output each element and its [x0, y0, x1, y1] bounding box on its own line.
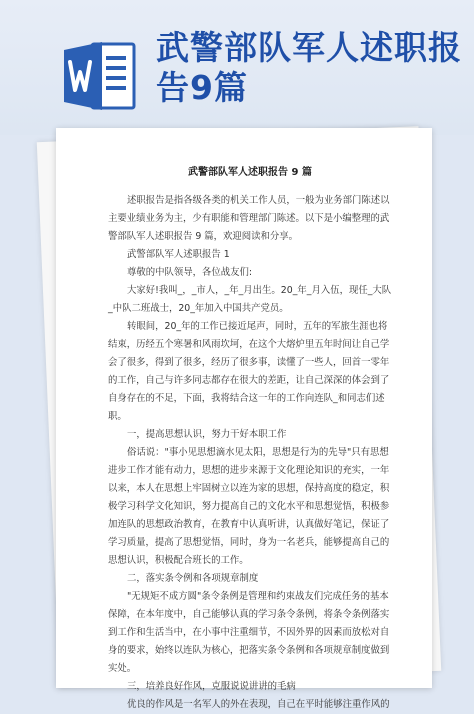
section-heading-3: 三，培养良好作风，克服说说讲讲的毛病: [127, 681, 296, 692]
paragraph-heading: 武警部队军人述职报告 1: [127, 249, 230, 260]
document-title: 武警部队军人述职报告 9 篇: [188, 167, 312, 178]
paragraph-section-1: 俗话说："事小见思想滴水见太阳，思想是行为的先导"只有思想进步工作才能有动力，思想的进步来源于文化理论知识的充实，一年以来，本人在思想上牢固树立以连为家的思想，保持高度的稳定，积极学习科学文化知识，努力提高自己的文化水平和思想觉悟，积极参加连队的思想政治教育，在教育中认真听讲，认真做好笔记，保证了学习质量，提高了思想觉悟，同时，身为一名老兵，能够提高自己的思想认识，积极配合班长的工作。: [108, 447, 390, 566]
paragraph-section-3: 优良的作风是一名军人的外在表现，自己在平时能够注重作风的: [127, 699, 390, 710]
paragraph-salutation: 尊敬的中队领导，各位战友们:: [127, 267, 253, 278]
document-page: [56, 128, 432, 710]
section-heading-1: 一，提高思想认识，努力干好本职工作: [127, 429, 287, 440]
banner-title: 武警部队军人述职报告9篇: [156, 28, 462, 107]
paragraph-section-2: "无规矩不成方圆"条令条例是管理和约束战友们完成任务的基本保障，在本年度中，自己能够认真的学习条令条例，将条令条例落实到工作和生活当中，在小事中注重细节，不因外界的因素而放松对自身的要求，始终以连队为核心，把落实条令条例和各项规章制度做到实处。: [108, 591, 390, 674]
paragraph-summary: 转眼间，20_年的工作已接近尾声，同时，五年的军旅生涯也将结束，历经五个寒暑和风雨坎坷，在这个大熔炉里五年时间让自己学会了很多，得到了很多，经历了很多事，读懂了一些人，回首一零年的工作，自己与许多同志都存在很大的差距，让自己深深的体会到了自身存在的不足，下面，我将结合这一年的工作向连队_和同志们述职。: [108, 321, 390, 422]
word-document-icon: [62, 38, 138, 114]
section-heading-2: 二，落实条令例和各项规章制度: [127, 573, 259, 584]
paragraph-intro: 述职报告是指各级各类的机关工作人员，一般为业务部门陈述以主要业绩业务为主，少有职能和管理部门陈述。以下是小编整理的武警部队军人述职报告 9 篇，欢迎阅读和分享。: [108, 195, 390, 242]
paragraph-self-intro: 大家好!我叫_，_市人，_年_月出生。20_年_月入伍，现任_大队_中队二班战士，20_年加入中国共产党员。: [108, 285, 392, 314]
